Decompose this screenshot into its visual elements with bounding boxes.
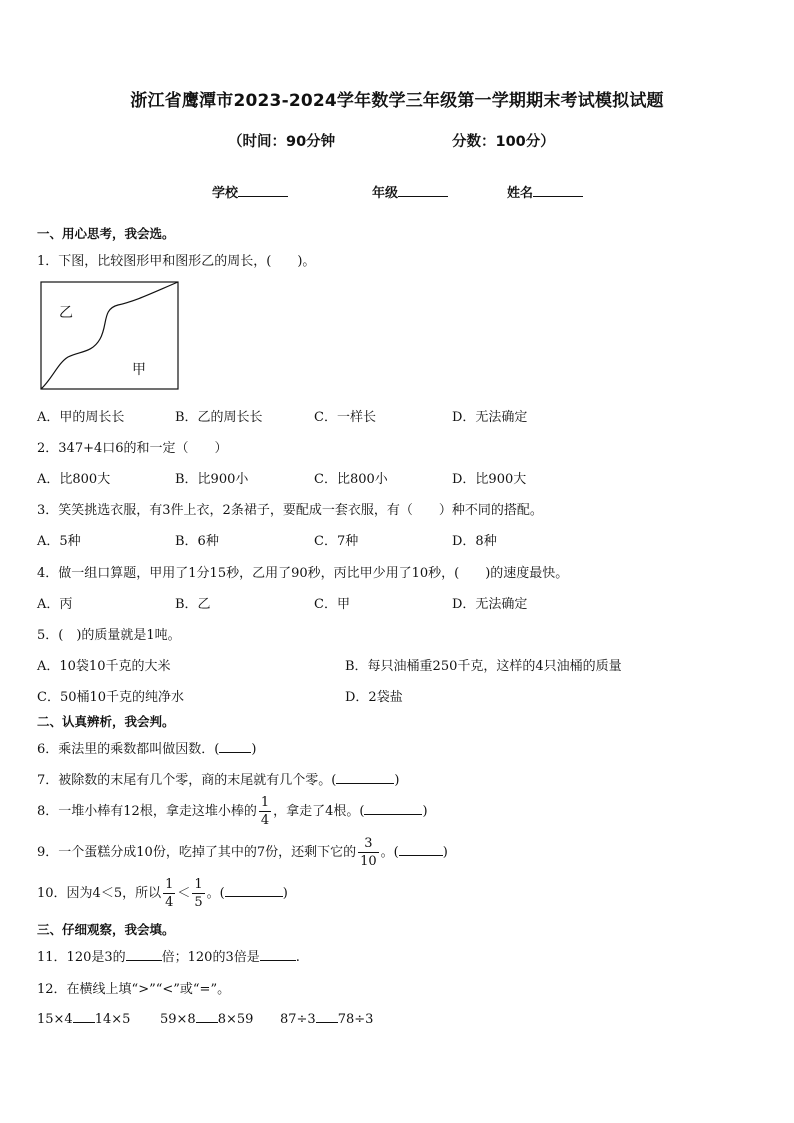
q7-answer-blank[interactable] — [336, 771, 394, 784]
q10-post: 。( — [206, 886, 225, 901]
q10-denominator-1: 4 — [165, 895, 174, 910]
figure-border — [41, 282, 178, 389]
q3-option-b: B．6种 — [175, 534, 219, 549]
q5-option-b: B．每只油桶重250千克，这样的4只油桶的质量 — [345, 659, 622, 674]
q8-answer-blank[interactable] — [364, 802, 422, 815]
q10-fraction-1 — [163, 878, 175, 909]
q9-answer-blank[interactable] — [399, 843, 443, 856]
q8-end: ) — [422, 804, 428, 819]
q5-option-d: D．2袋盐 — [345, 690, 403, 705]
q12-item-2 — [160, 1010, 253, 1027]
exam-time: （时间：90分钟 — [228, 134, 336, 150]
q10-pre: 10．因为4＜5，所以 — [37, 886, 162, 901]
q12-item-1-left: 15×4 — [37, 1012, 73, 1027]
q10-denominator-2: 5 — [194, 895, 203, 910]
q11-part-a: 11．120是3的 — [37, 950, 126, 965]
q5-option-a: A．10袋10千克的大米 — [37, 659, 171, 674]
q1-option-a: A．甲的周长长 — [37, 410, 125, 425]
q6-end: ) — [251, 742, 257, 757]
q2-option-c: C．比800小 — [314, 472, 388, 487]
q10-numerator-1: 1 — [165, 877, 174, 892]
section-2-heading: 二、认真辨析，我会判。 — [37, 714, 175, 729]
q12-item-2-left: 59×8 — [160, 1012, 196, 1027]
name-field — [507, 182, 583, 201]
question-12: 12．在横线上填“>”“<”或“=”。 — [37, 982, 231, 997]
section-1-heading: 一、用心思考，我会选。 — [37, 226, 175, 241]
school-label: 学校 — [212, 186, 239, 201]
q8-denominator: 4 — [260, 813, 270, 828]
q12-item-1-blank[interactable] — [73, 1010, 95, 1023]
q1-option-d: D．无法确定 — [452, 410, 528, 425]
question-5: 5．( )的质量就是1吨。 — [37, 628, 181, 643]
label-yi: 乙 — [59, 305, 73, 321]
q4-option-a: A．丙 — [37, 597, 73, 612]
q12-item-3-left: 87÷3 — [280, 1012, 316, 1027]
question-11 — [37, 946, 300, 965]
q6-text: 6．乘法里的乘数都叫做因数．( — [37, 742, 220, 757]
q11-part-b: 倍；120的3倍是 — [161, 950, 260, 965]
question-8 — [37, 796, 428, 827]
q10-numerator-2: 1 — [194, 877, 203, 892]
q4-option-d: D．无法确定 — [452, 597, 528, 612]
question-6 — [37, 738, 256, 757]
q9-post: 。( — [380, 845, 399, 860]
school-field — [212, 182, 288, 201]
question-3: 3．笑笑挑选衣服，有3件上衣，2条裙子，要配成一套衣服，有（ ）种不同的搭配。 — [37, 503, 543, 518]
dividing-curve — [41, 282, 178, 389]
q10-end: ) — [282, 886, 288, 901]
q4-option-b: B．乙 — [175, 597, 211, 612]
q12-item-3-blank[interactable] — [316, 1010, 338, 1023]
q10-answer-blank[interactable] — [225, 884, 283, 897]
grade-field — [372, 182, 448, 201]
q8-fraction — [259, 796, 271, 827]
q12-item-1 — [37, 1010, 130, 1027]
q11-blank-1[interactable] — [126, 948, 162, 961]
grade-blank — [398, 184, 448, 197]
name-blank — [533, 184, 583, 197]
q3-option-a: A．5种 — [37, 534, 81, 549]
question-10 — [37, 878, 288, 909]
q3-option-c: C．7种 — [314, 534, 359, 549]
q6-answer-blank[interactable] — [219, 740, 251, 753]
question-7 — [37, 769, 399, 788]
q7-end: ) — [394, 773, 400, 788]
question-2: 2．347+4口6的和一定（ ） — [37, 441, 228, 456]
perimeter-diagram — [40, 281, 180, 391]
q12-item-2-blank[interactable] — [196, 1010, 218, 1023]
q2-option-d: D．比900大 — [452, 472, 527, 487]
q5-option-c: C．50桶10千克的纯净水 — [37, 690, 185, 705]
q11-blank-2[interactable] — [260, 948, 296, 961]
q7-text: 7．被除数的末尾有几个零，商的末尾就有几个零。( — [37, 773, 337, 788]
q3-option-d: D．8种 — [452, 534, 497, 549]
q9-pre: 9．一个蛋糕分成10份，吃掉了其中的7份，还剩下它的 — [37, 845, 357, 860]
q8-post: ，拿走了4根。( — [273, 804, 365, 819]
q2-option-a: A．比800大 — [37, 472, 111, 487]
question-9 — [37, 837, 448, 868]
grade-label: 年级 — [372, 186, 399, 201]
exam-title: 浙江省鹰潭市2023-2024学年数学三年级第一学期期末考试模拟试题 — [130, 91, 664, 111]
q12-item-1-right: 14×5 — [94, 1012, 131, 1027]
name-label: 姓名 — [507, 186, 534, 201]
q8-pre: 8．一堆小棒有12根，拿走这堆小棒的 — [37, 804, 257, 819]
exam-score: 分数：100分） — [452, 134, 555, 150]
q9-fraction — [358, 837, 379, 868]
q9-denominator: 10 — [360, 854, 377, 869]
q1-option-b: B．乙的周长长 — [175, 410, 263, 425]
q11-part-c: . — [295, 950, 300, 965]
q1-figure — [40, 281, 180, 395]
section-3-heading: 三、仔细观察，我会填。 — [37, 922, 175, 937]
q9-end: ) — [442, 845, 448, 860]
school-blank — [238, 184, 288, 197]
question-4: 4．做一组口算题，甲用了1分15秒，乙用了90秒，丙比甲少用了10秒，( )的速度最快。 — [37, 566, 569, 581]
label-jia: 甲 — [132, 362, 146, 378]
q12-item-2-right: 8×59 — [217, 1012, 254, 1027]
q9-numerator: 3 — [358, 837, 379, 853]
q10-fraction-2 — [192, 878, 204, 909]
q12-item-3-right: 78÷3 — [337, 1012, 374, 1027]
q8-numerator: 1 — [260, 795, 270, 810]
q10-lt: ＜ — [177, 886, 191, 901]
q1-option-c: C．一样长 — [314, 410, 376, 425]
q2-option-b: B．比900小 — [175, 472, 249, 487]
q4-option-c: C．甲 — [314, 597, 350, 612]
q12-item-3 — [280, 1010, 373, 1027]
question-1: 1．下图，比较图形甲和图形乙的周长，( )。 — [37, 254, 316, 269]
